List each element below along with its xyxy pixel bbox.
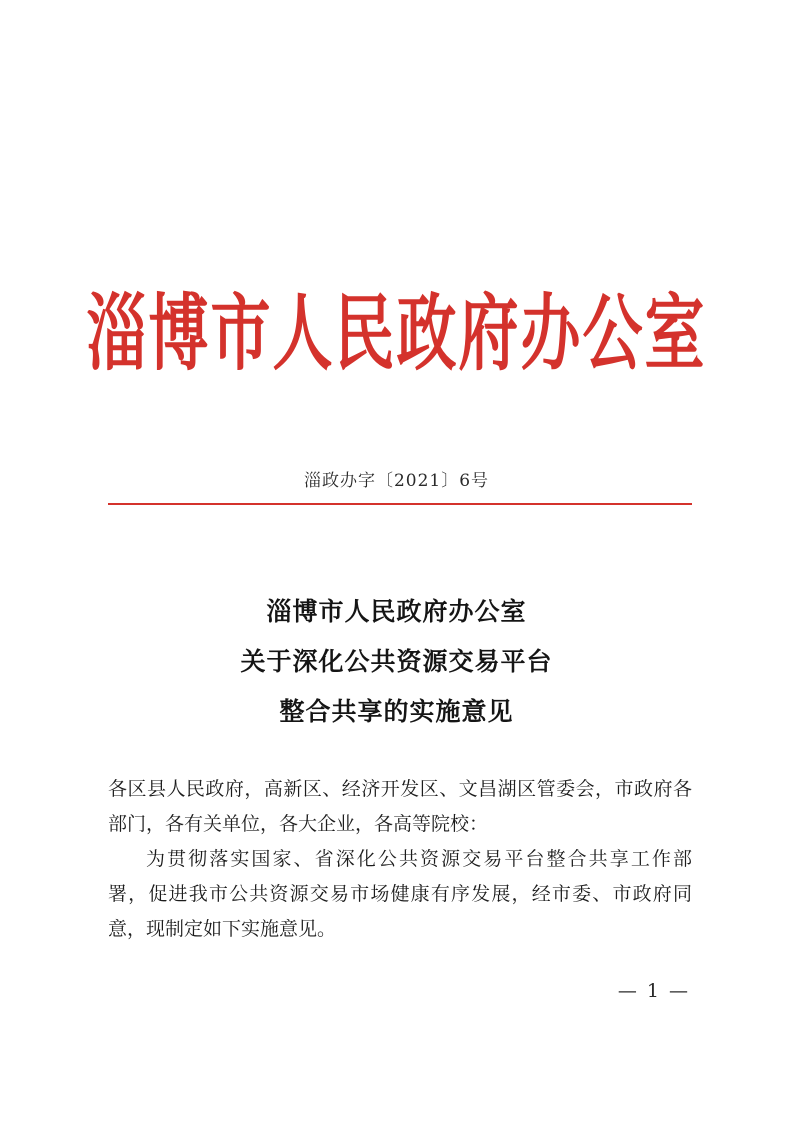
addressee-line-1: 各区县人民政府，高新区、经济开发区、文昌湖区管委会，市政府各: [108, 778, 692, 800]
page-number: — 1 —: [617, 980, 690, 1002]
intro-line-3: 意，现制定如下实施意见。: [108, 918, 337, 940]
title-line-3: 整合共享的实施意见: [279, 697, 514, 726]
document-title: [0, 587, 793, 737]
addressee-line-2: 部门，各有关单位，各大企业，各高等院校：: [108, 813, 489, 835]
title-line-2: 关于深化公共资源交易平台: [240, 647, 553, 676]
intro-line-2: 署，促进我市公共资源交易市场健康有序发展，经市委、市政府同: [108, 883, 692, 905]
intro-line-1: 为贯彻落实国家、省深化公共资源交易平台整合共享工作部: [146, 848, 692, 870]
document-body: [108, 772, 692, 947]
addressee-paragraph: [108, 772, 692, 842]
title-line-1: 淄博市人民政府办公室: [266, 597, 527, 626]
document-number: 淄政办字〔2021〕6号: [303, 471, 490, 491]
intro-paragraph: [108, 842, 692, 947]
issuer-masthead: 淄博市人民政府办公室: [86, 285, 707, 383]
red-divider-line: [108, 503, 692, 505]
